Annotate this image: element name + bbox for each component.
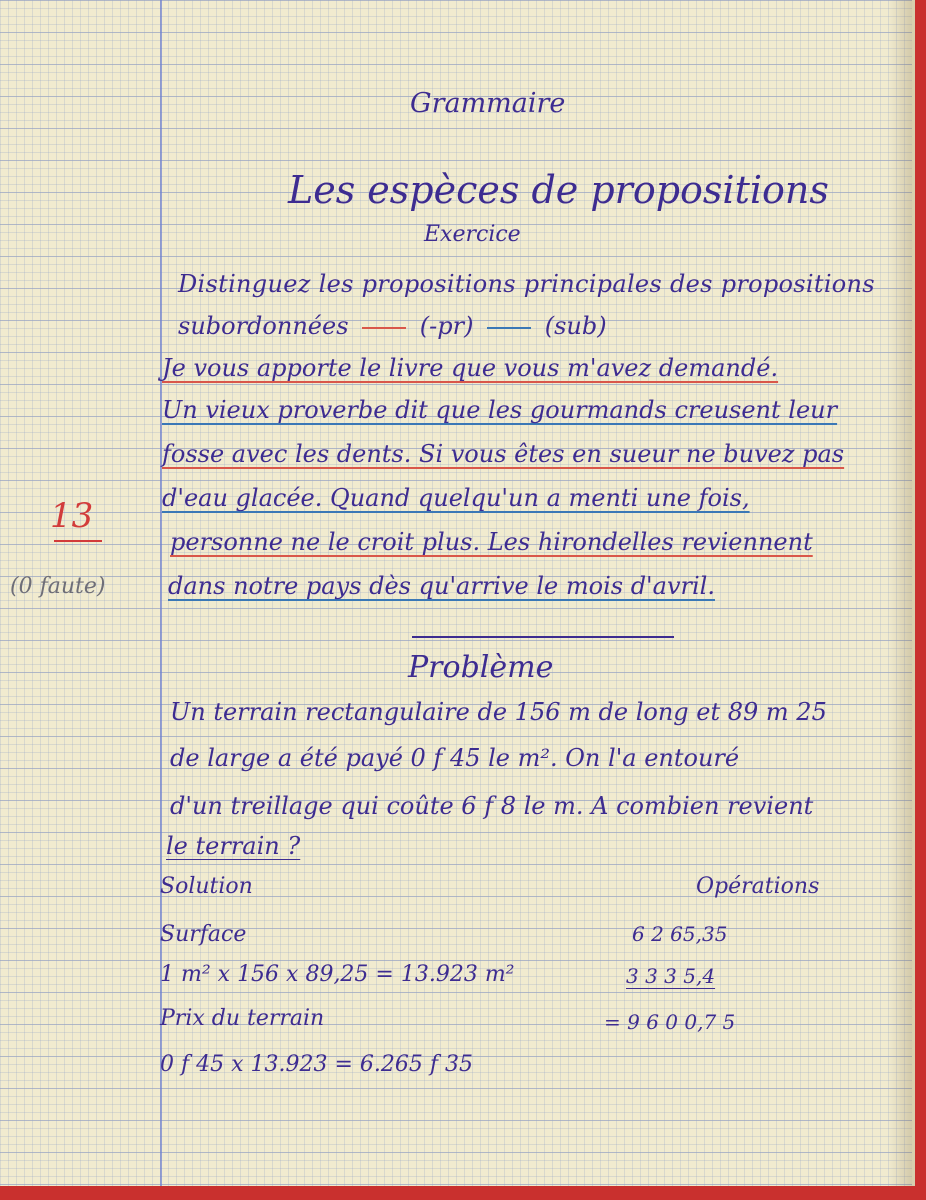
sentence-line: fosse avec les dents. Si vous êtes en sueur ne buvez pas [162,440,845,468]
sentence-line: personne ne le croit plus. Les hirondelles reviennent [170,528,813,556]
problem-title: Problème [408,650,554,685]
operation-line: 3 3 3 5,4 [626,964,716,988]
grade-underline [54,540,102,542]
operations-label: Opérations [696,874,820,899]
instruction-line-2 [178,312,607,340]
lesson-title: Les espèces de propositions [288,168,829,212]
legend-red-line [362,327,406,329]
sentence-line: Je vous apporte le livre que vous m'avez demandé. [162,354,779,382]
solution-line: Surface [160,922,247,947]
exercise-label: Exercice [424,222,521,247]
solution-line: 1 m² x 156 x 89,25 = 13.923 m² [160,962,515,987]
legend-principal: (-pr) [419,312,474,340]
solution-line: Prix du terrain [160,1006,325,1031]
sentence-line: d'eau glacée. Quand quelqu'un a menti une fois, [162,484,750,512]
operation-line: = 9 6 0 0,7 5 [604,1010,736,1034]
sentence-line: dans notre pays dès qu'arrive le mois d'avril. [168,572,715,600]
operation-line: 6 2 65,35 [632,922,728,946]
instruction-line-1: Distinguez les propositions principales des propositions [178,270,875,298]
heading: Grammaire [410,88,566,119]
grade-note: (0 faute) [10,574,106,599]
section-divider [412,636,674,638]
instruction-subordonnees: subordonnées [178,312,349,340]
problem-line: de large a été payé 0 f 45 le m². On l'a entouré [170,744,740,772]
legend-subordinate: (sub) [544,312,607,340]
problem-line: le terrain ? [166,832,301,860]
solution-label: Solution [160,874,253,899]
grade: 13 [50,496,94,536]
legend-blue-line [487,327,531,329]
problem-line: d'un treillage qui coûte 6 f 8 le m. A combien revient [170,792,814,820]
solution-line: 0 f 45 x 13.923 = 6.265 f 35 [160,1052,474,1077]
notebook-spine [888,0,912,1186]
problem-line: Un terrain rectangulaire de 156 m de long et 89 m 25 [170,698,827,726]
sentence-line: Un vieux proverbe dit que les gourmands creusent leur [162,396,838,424]
